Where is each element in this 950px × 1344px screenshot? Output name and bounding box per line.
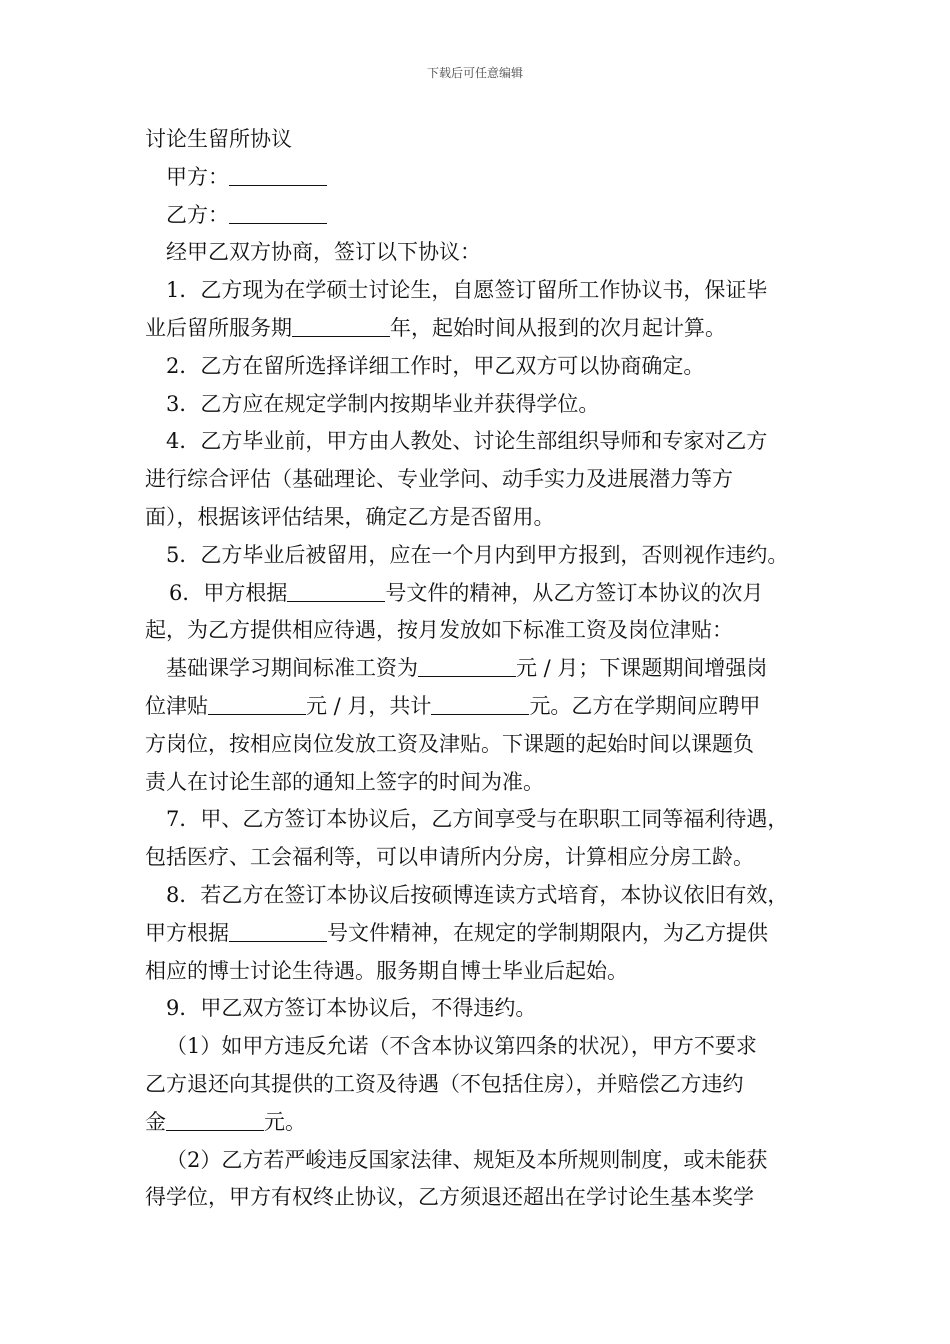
party-b-line bbox=[145, 197, 810, 235]
clause-8-line-2 bbox=[145, 915, 810, 953]
salary-text-e: 元。乙方在学期间应聘甲 bbox=[529, 693, 761, 718]
clause-3: 3．乙方应在规定学制内按期毕业并获得学位。 bbox=[166, 391, 600, 416]
clause-8-text-b: 号文件精神，在规定的学制期限内，为乙方提供 bbox=[327, 920, 768, 945]
document-number-blank bbox=[287, 579, 385, 602]
clause-6-line-1 bbox=[145, 575, 810, 613]
sub-2-line-1: （2）乙方若严峻违反国家法律、规矩及本所规则制度，或未能获 bbox=[166, 1147, 768, 1172]
clause-1-line-2 bbox=[145, 310, 810, 348]
allowance-blank bbox=[208, 692, 306, 715]
salary-text-a: 基础课学习期间标准工资为 bbox=[166, 656, 418, 681]
salary-line-2 bbox=[145, 688, 810, 726]
clause-4-line-3: 面），根据该评估结果，确定乙方是否留用。 bbox=[145, 504, 555, 529]
party-a-blank bbox=[229, 163, 327, 186]
clause-7-line-2: 包括医疗、工会福利等，可以申请所内分房，计算相应分房工龄。 bbox=[145, 845, 754, 870]
clause-9: 9．甲乙双方签订本协议后，不得违约。 bbox=[166, 996, 537, 1021]
party-b-label: 乙方： bbox=[166, 202, 229, 227]
party-a-label: 甲方： bbox=[166, 164, 229, 189]
clause-5: 5．乙方毕业后被留用，应在一个月内到甲方报到，否则视作违约。 bbox=[166, 542, 789, 567]
party-a-line bbox=[145, 159, 810, 197]
salary-line-1 bbox=[145, 650, 810, 688]
sub-1-line-3 bbox=[145, 1104, 810, 1142]
sub-1-text-a: 金 bbox=[145, 1109, 166, 1134]
clause-6-line-2: 起，为乙方提供相应待遇，按月发放如下标准工资及岗位津贴： bbox=[145, 618, 733, 643]
sub-2-line-2: 得学位，甲方有权终止协议，乙方须退还超出在学讨论生基本奖学 bbox=[145, 1185, 754, 1210]
sub-1-text-b: 元。 bbox=[264, 1109, 306, 1134]
salary-text-d: 元 / 月，共计 bbox=[306, 693, 432, 718]
clause-4-line-1: 4．乙方毕业前，甲方由人教处、讨论生部组织导师和专家对乙方 bbox=[166, 429, 768, 454]
clause-6-text-b: 号文件的精神，从乙方签订本协议的次月 bbox=[385, 580, 764, 605]
party-b-blank bbox=[229, 201, 327, 224]
clause-4-line-2: 进行综合评估（基础理论、专业学问、动手实力及进展潜力等方 bbox=[145, 467, 733, 492]
clause-7-line-1: 7．甲、乙方签订本协议后，乙方间享受与在职职工同等福利待遇， bbox=[166, 807, 789, 832]
page-header: 下载后可任意编辑 bbox=[426, 66, 523, 80]
salary-text-c: 位津贴 bbox=[145, 693, 208, 718]
clause-2: 2．乙方在留所选择详细工作时，甲乙双方可以协商确定。 bbox=[166, 353, 705, 378]
clause-8-line-1: 8．若乙方在签订本协议后按硕博连读方式培育，本协议依旧有效， bbox=[166, 882, 789, 907]
salary-line-4: 责人在讨论生部的通知上签字的时间为准。 bbox=[145, 769, 544, 794]
clause-8-line-3: 相应的博士讨论生待遇。服务期自博士毕业后起始。 bbox=[145, 958, 628, 983]
agreement-document bbox=[145, 121, 810, 1217]
clause-8-text-a: 甲方根据 bbox=[145, 920, 229, 945]
sub-1-line-1: （1）如甲方违反允诺（不含本协议第四条的状况），甲方不要求 bbox=[166, 1034, 757, 1059]
clause-1-text-b: 年，起始时间从报到的次月起计算。 bbox=[390, 315, 726, 340]
total-blank bbox=[431, 692, 529, 715]
document-number-blank-2 bbox=[229, 919, 327, 942]
clause-1-line-1: 1．乙方现为在学硕士讨论生，自愿签订留所工作协议书，保证毕 bbox=[166, 278, 768, 303]
clause-6-text-a: 6．甲方根据 bbox=[169, 580, 288, 605]
penalty-blank bbox=[166, 1108, 264, 1131]
salary-text-b: 元 / 月；下课题期间增强岗 bbox=[516, 656, 768, 681]
salary-line-3: 方岗位，按相应岗位发放工资及津贴。下课题的起始时间以课题负 bbox=[145, 731, 754, 756]
service-years-blank bbox=[292, 314, 390, 337]
document-title: 讨论生留所协议 bbox=[145, 127, 292, 151]
clause-1-text-a: 业后留所服务期 bbox=[145, 315, 292, 340]
intro-line: 经甲乙双方协商，签订以下协议： bbox=[166, 240, 481, 265]
base-salary-blank bbox=[418, 654, 516, 677]
sub-1-line-2: 乙方退还向其提供的工资及待遇（不包括住房），并赔偿乙方违约 bbox=[145, 1071, 744, 1096]
